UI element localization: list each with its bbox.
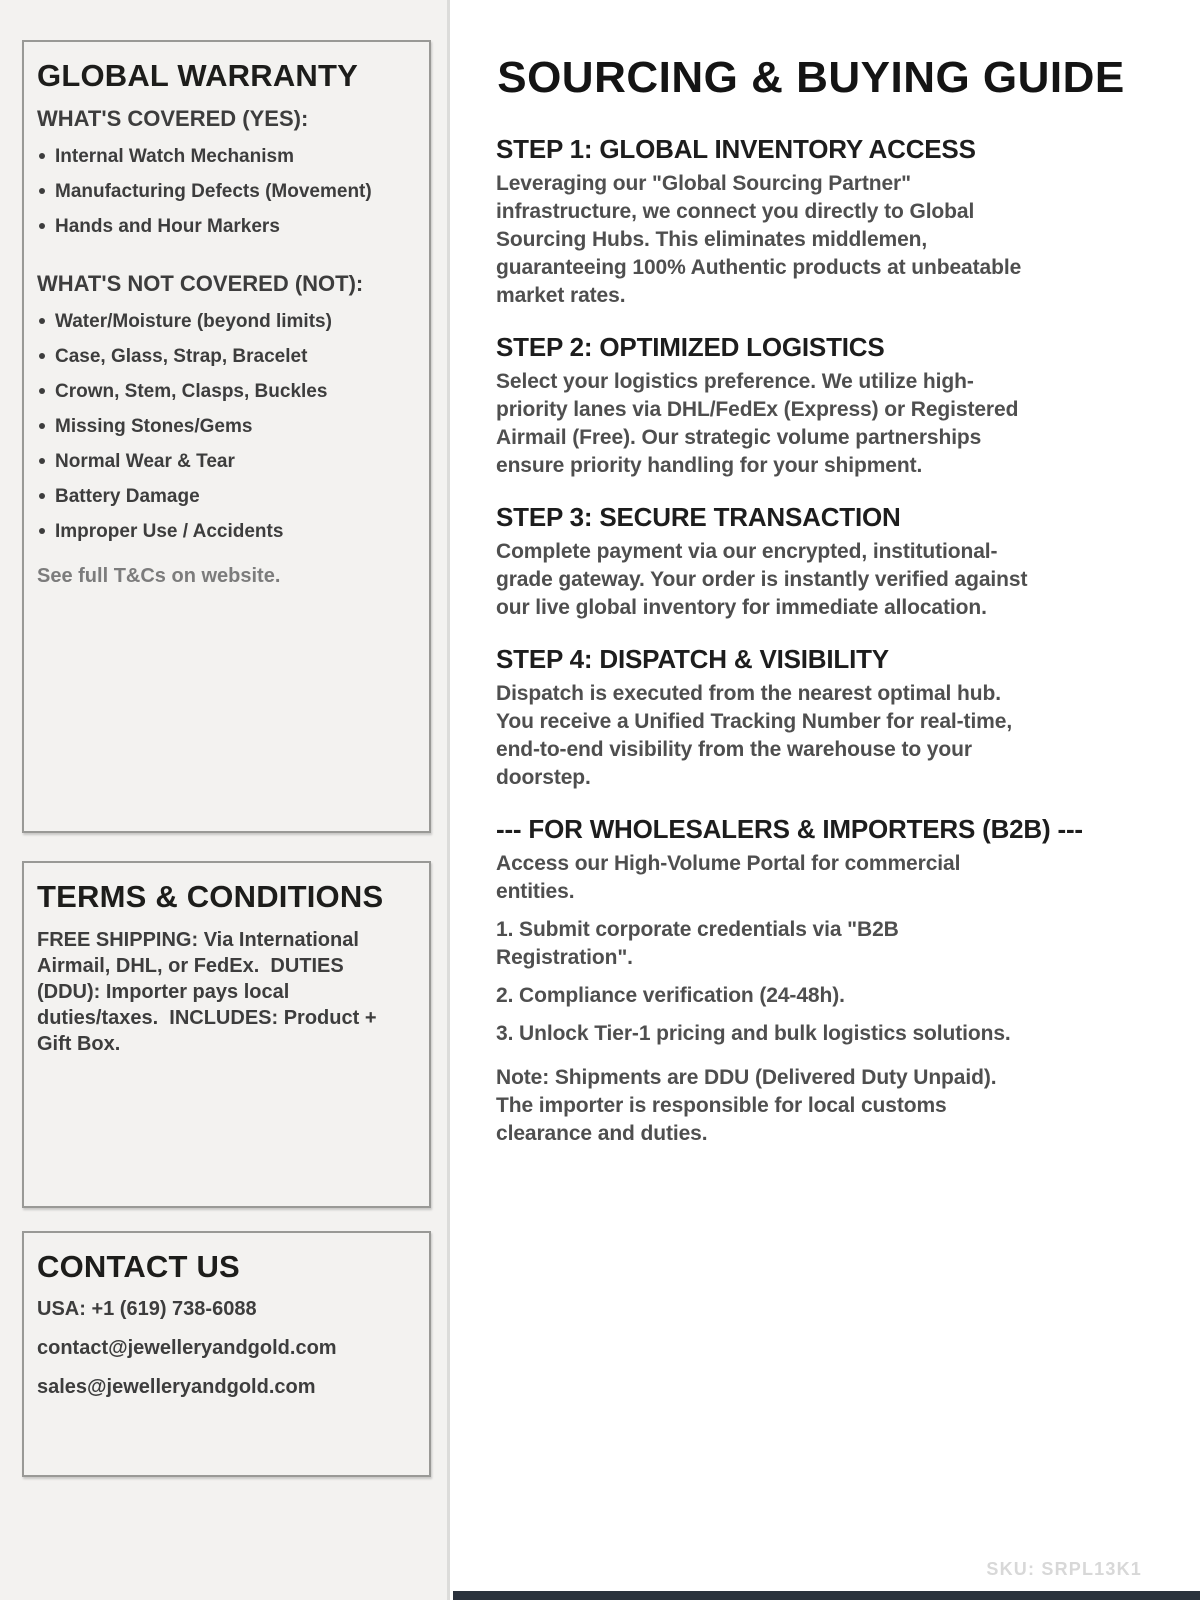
list-item (37, 346, 419, 367)
contact-line: USA: +1 (619) 738-6088 (37, 1298, 257, 1320)
list-item-label: Improper Use / Accidents (55, 521, 284, 542)
contact-title: CONTACT US (37, 1249, 240, 1284)
warranty-box (22, 40, 431, 833)
b2b-item: 1. Submit corporate credentials via "B2B Registration". (496, 918, 899, 969)
bullet-icon (39, 493, 45, 499)
terms-box (22, 861, 431, 1208)
step-heading: STEP 1: GLOBAL INVENTORY ACCESS (496, 134, 976, 164)
list-item-label: Case, Glass, Strap, Bracelet (55, 346, 308, 367)
bullet-icon (39, 318, 45, 324)
list-item (37, 521, 419, 542)
contact-line: contact@jewelleryandgold.com (37, 1337, 337, 1359)
bullet-icon (39, 188, 45, 194)
not-covered-list (37, 311, 419, 542)
step-heading: STEP 2: OPTIMIZED LOGISTICS (496, 332, 885, 362)
terms-title: TERMS & CONDITIONS (37, 879, 384, 914)
bullet-icon (39, 153, 45, 159)
b2b-heading: --- FOR WHOLESALERS & IMPORTERS (B2B) --- (496, 814, 1083, 844)
step-section (496, 332, 1200, 480)
not-covered-heading: WHAT'S NOT COVERED (NOT): (37, 271, 364, 296)
step-body: Select your logistics preference. We utilize high-priority lanes via DHL/FedEx (Express) or Registered Airmail (Free). Our strategic volume partnerships ensure priority handling for your shipment. (496, 370, 1019, 477)
b2b-items (496, 916, 1200, 1048)
list-item (37, 311, 419, 332)
list-item-label: Normal Wear & Tear (55, 451, 235, 472)
contact-lines (37, 1299, 419, 1398)
list-item (37, 381, 419, 402)
step-body: Complete payment via our encrypted, institutional-grade gateway. Your order is instantly verified against our live global inventory for immediate allocation. (496, 540, 1028, 619)
bullet-icon (39, 353, 45, 359)
bullet-icon (39, 458, 45, 464)
list-item-label: Battery Damage (55, 486, 200, 507)
covered-list (37, 146, 419, 237)
list-item-label: Water/Moisture (beyond limits) (55, 311, 332, 332)
step-body: Dispatch is executed from the nearest optimal hub. You receive a Unified Tracking Number for real-time, end-to-end visibility from the warehouse to your doorstep. (496, 682, 1013, 789)
step-section (496, 134, 1200, 310)
list-item-label: Crown, Stem, Clasps, Buckles (55, 381, 328, 402)
sku-label: SKU: SRPL13K1 (986, 1559, 1142, 1579)
list-item (37, 181, 419, 202)
list-item (37, 451, 419, 472)
warranty-title: GLOBAL WARRANTY (37, 58, 359, 93)
bullet-icon (39, 388, 45, 394)
b2b-item: 3. Unlock Tier-1 pricing and bulk logistics solutions. (496, 1022, 1011, 1045)
step-section (496, 502, 1200, 622)
warranty-footnote: See full T&Cs on website. (37, 565, 281, 587)
bullet-icon (39, 528, 45, 534)
contact-box (22, 1231, 431, 1477)
step-heading: STEP 4: DISPATCH & VISIBILITY (496, 644, 889, 674)
main-content (453, 0, 1200, 1600)
list-item-label: Internal Watch Mechanism (55, 146, 294, 167)
step-heading: STEP 3: SECURE TRANSACTION (496, 502, 901, 532)
steps (496, 134, 1200, 792)
list-item (37, 416, 419, 437)
list-item-label: Hands and Hour Markers (55, 216, 280, 237)
step-body: Leveraging our "Global Sourcing Partner" infrastructure, we connect you directly to Global Sourcing Hubs. This eliminates middlemen, guaranteeing 100% Authentic products at unbeatable market rates. (496, 172, 1022, 307)
list-item (37, 216, 419, 237)
step-section (496, 644, 1200, 792)
list-item-label: Missing Stones/Gems (55, 416, 253, 437)
sidebar (0, 0, 450, 1600)
list-item (37, 486, 419, 507)
bullet-icon (39, 223, 45, 229)
list-item-label: Manufacturing Defects (Movement) (55, 181, 372, 202)
bullet-icon (39, 423, 45, 429)
covered-heading: WHAT'S COVERED (YES): (37, 106, 309, 131)
b2b-item: 2. Compliance verification (24-48h). (496, 984, 845, 1007)
list-item (37, 146, 419, 167)
terms-body: FREE SHIPPING: Via International Airmail, DHL, or FedEx. DUTIES (DDU): Importer pays local duties/taxes. INCLUDES: Product + Gift Box. (37, 929, 383, 1055)
b2b-intro: Access our High-Volume Portal for commercial entities. (496, 852, 961, 903)
footer-bar (453, 1591, 1200, 1600)
contact-line: sales@jewelleryandgold.com (37, 1376, 316, 1398)
ddu-note: Note: Shipments are DDU (Delivered Duty Unpaid). The importer is responsible for local customs clearance and duties. (496, 1066, 997, 1145)
page-title: SOURCING & BUYING GUIDE (497, 53, 1125, 102)
